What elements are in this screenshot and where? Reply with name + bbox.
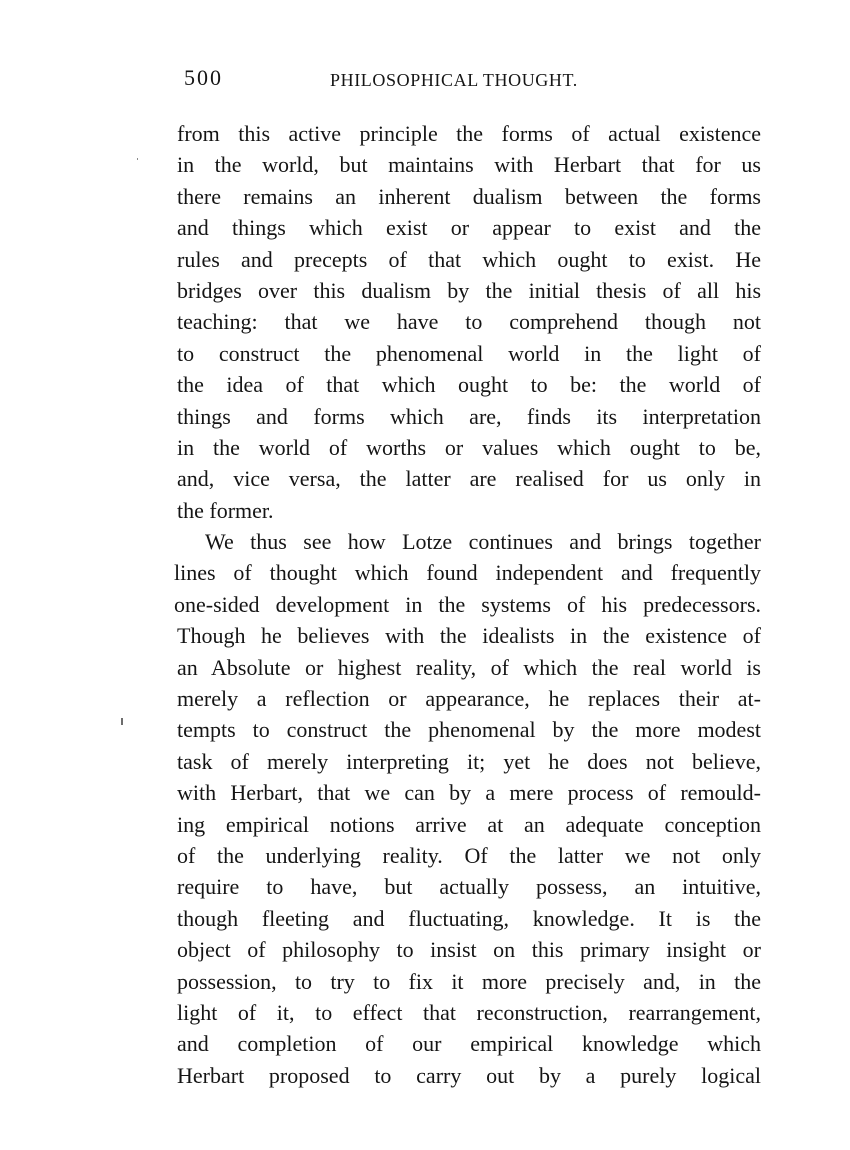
- text-line: task of merely interpreting it; yet he does not believe,: [177, 748, 761, 774]
- text-line: teaching: that we have to comprehend though not: [177, 309, 761, 335]
- text-line: with Herbart, that we can by a mere process of remould-: [177, 780, 761, 806]
- paragraph-start-line: We thus see how Lotze continues and brings together: [205, 529, 761, 555]
- text-line: bridges over this dualism by the initial thesis of all his: [177, 277, 761, 303]
- text-line: and completion of our empirical knowledge which: [177, 1031, 761, 1057]
- paragraph-end-line: the former.: [177, 497, 274, 523]
- text-line: one-sided development in the systems of his predecessors.: [174, 591, 761, 617]
- text-line: and things which exist or appear to exist and the: [177, 215, 761, 241]
- text-line: in the world of worths or values which ought to be,: [177, 434, 761, 460]
- text-line: require to have, but actually possess, an intuitive,: [177, 874, 761, 900]
- text-line: though fleeting and fluctuating, knowledge. It is the: [177, 905, 761, 931]
- text-line: tempts to construct the phenomenal by the more modest: [177, 717, 761, 743]
- text-line: there remains an inherent dualism between the forms: [177, 183, 761, 209]
- text-line: an Absolute or highest reality, of which the real world is: [177, 654, 761, 680]
- print-speck: [137, 158, 138, 160]
- running-head: [184, 62, 614, 94]
- text-line: possession, to try to fix it more precisely and, in the: [177, 968, 761, 994]
- body-text: [174, 118, 761, 1091]
- text-line: of the underlying reality. Of the latter we not only: [177, 842, 761, 868]
- text-line: Though he believes with the idealists in the existence of: [177, 623, 761, 649]
- text-line: the idea of that which ought to be: the world of: [177, 372, 761, 398]
- text-line: object of philosophy to insist on this primary insight or: [177, 937, 761, 963]
- text-line: from this active principle the forms of actual existence: [177, 121, 761, 146]
- text-line: things and forms which are, finds its interpretation: [177, 403, 761, 429]
- text-line: merely a reflection or appearance, he replaces their at-: [177, 686, 761, 712]
- text-line: lines of thought which found independent and frequently: [174, 560, 761, 586]
- text-line: ing empirical notions arrive at an adequate conception: [177, 811, 761, 837]
- text-line: and, vice versa, the latter are realised for us only in: [177, 466, 761, 492]
- text-line: rules and precepts of that which ought to exist. He: [177, 246, 761, 272]
- text-line: to construct the phenomenal world in the light of: [177, 340, 761, 366]
- page-number: 500: [184, 65, 223, 90]
- running-title: PHILOSOPHICAL THOUGHT.: [330, 70, 578, 90]
- text-line: light of it, to effect that reconstruction, rearrangement,: [177, 999, 761, 1025]
- text-line: Herbart proposed to carry out by a purely logical: [177, 1062, 761, 1088]
- text-line: in the world, but maintains with Herbart that for us: [177, 152, 761, 178]
- margin-mark: [121, 718, 123, 725]
